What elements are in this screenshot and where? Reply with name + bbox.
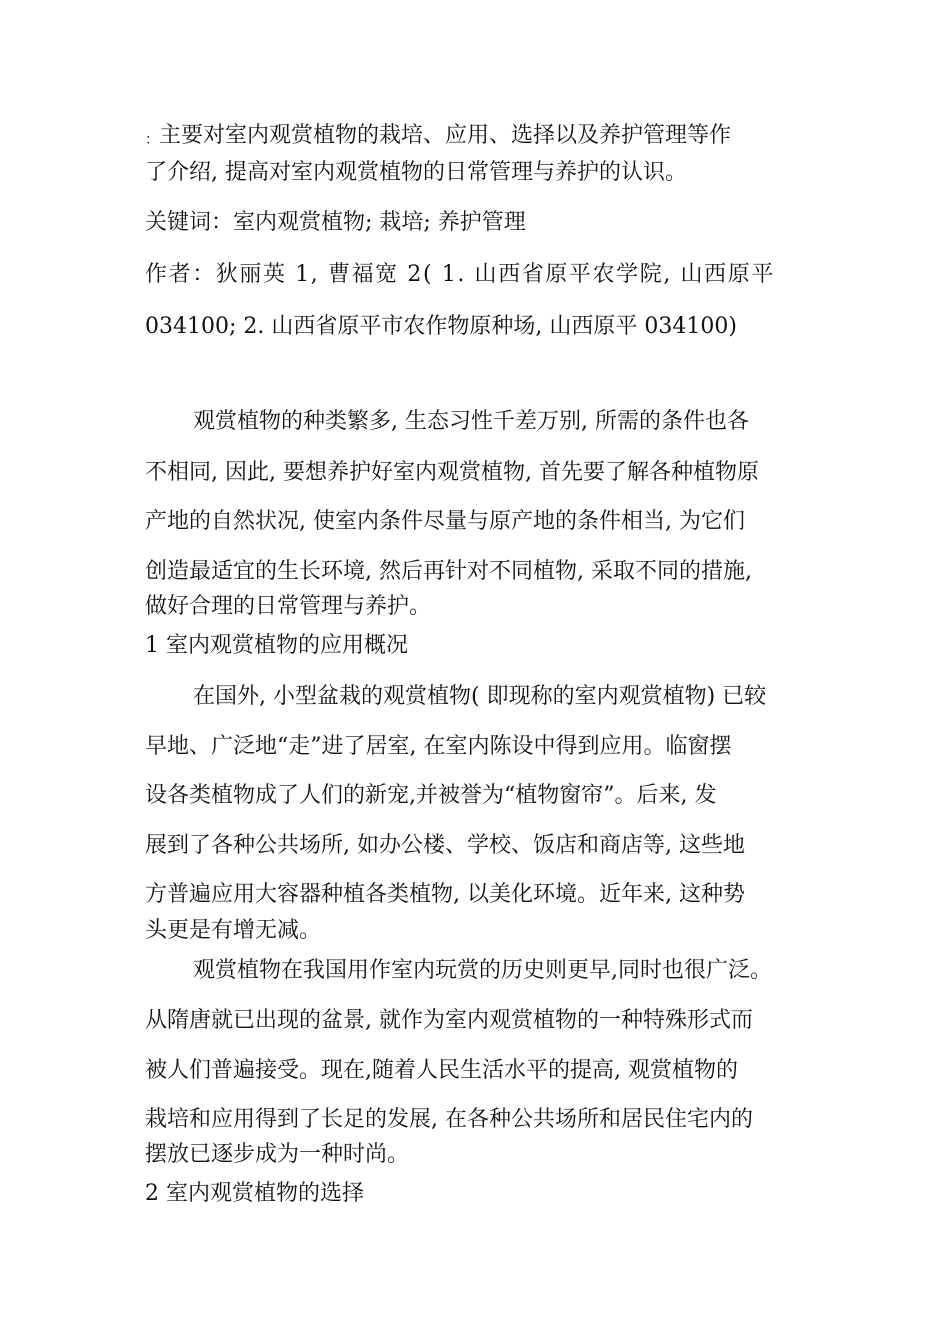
section-1-p2-line-2: 从隋唐就已出现的盆景, 就作为室内观赏植物的一种特殊形式而	[145, 1008, 753, 1033]
abstract-line-2: 了介绍, 提高对室内观赏植物的日常管理与养护的认识。	[145, 160, 687, 185]
section-1-p1-line-3: 设各类植物成了人们的新宠,并被誉为“植物窗帘”。后来, 发	[145, 783, 717, 808]
abstract-line-1	[145, 122, 731, 154]
section-1-p2-line-1: 观赏植物在我国用作室内玩赏的历史则更早,同时也很广泛。	[193, 958, 772, 983]
section-1-p1-line-2: 早地、广泛地“走”进了居室, 在室内陈设中得到应用。临窗摆	[145, 734, 732, 759]
intro-line-1: 观赏植物的种类繁多, 生态习性千差万别, 所需的条件也各	[193, 409, 749, 434]
section-2-heading: 2 室内观赏植物的选择	[145, 1181, 364, 1206]
authors-line-1: 作者：狄丽英 1, 曹福宽 2( 1. 山西省原平农学院, 山西原平	[145, 262, 775, 287]
section-1-p1-line-1: 在国外, 小型盆栽的观赏植物( 即现称的室内观赏植物) 已较	[193, 684, 767, 709]
intro-line-2: 不相同, 因此, 要想养护好室内观赏植物, 首先要了解各种植物原	[145, 460, 759, 485]
abstract-text-1: 主要对室内观赏植物的栽培、应用、选择以及养护管理等作	[159, 123, 732, 148]
intro-line-3: 产地的自然状况, 使室内条件尽量与原产地的条件相当, 为它们	[145, 509, 745, 534]
section-1-p1-line-4: 展到了各种公共场所, 如办公楼、学校、饭店和商店等, 这些地	[145, 833, 745, 858]
section-1-p1-line-5: 方普遍应用大容器种植各类植物, 以美化环境。近年来, 这种势	[145, 882, 745, 907]
intro-line-4: 创造最适宜的生长环境, 然后再针对不同植物, 采取不同的措施,	[145, 559, 752, 584]
keywords-line: 关键词：室内观赏植物; 栽培; 养护管理	[145, 210, 526, 235]
intro-line-5: 做好合理的日常管理与养护。	[145, 594, 432, 619]
section-1-p2-line-5: 摆放已逐步成为一种时尚。	[145, 1142, 410, 1167]
section-1-p2-line-3: 被人们普遍接受。现在,随着人民生活水平的提高, 观赏植物的	[145, 1058, 738, 1083]
section-1-heading: 1 室内观赏植物的应用概况	[145, 633, 408, 658]
section-1-p2-line-4: 栽培和应用得到了长足的发展, 在各种公共场所和居民住宅内的	[145, 1107, 753, 1132]
abstract-prefix: ：	[145, 132, 159, 148]
authors-line-2: 034100; 2. 山西省原平市农作物原种场, 山西原平 034100)	[145, 314, 737, 339]
section-1-p1-line-6: 头更是有增无减。	[145, 918, 322, 943]
